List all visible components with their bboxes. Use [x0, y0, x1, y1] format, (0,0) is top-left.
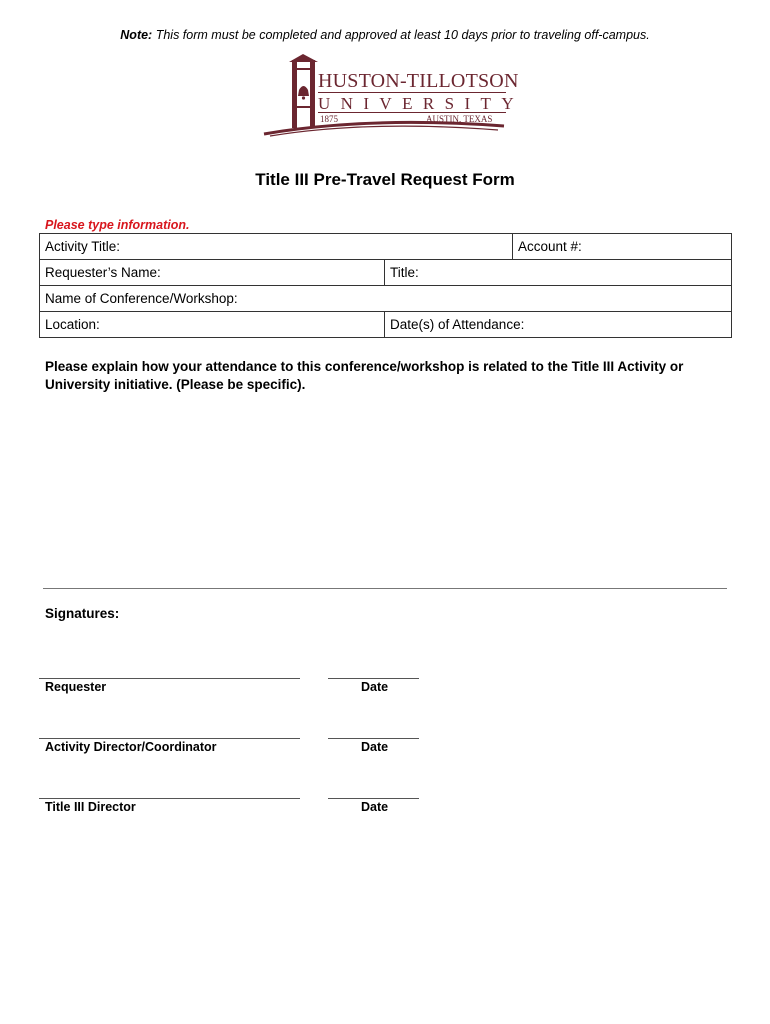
explanation-divider: [43, 588, 727, 589]
request-info-table: [39, 233, 732, 338]
requester-signature-line[interactable]: [39, 678, 300, 679]
director-date-label: Date: [361, 740, 389, 754]
requester-name-field[interactable]: [40, 260, 385, 286]
explain-prompt: Please explain how your attendance to this conference/workshop is related to the Title III Activity or University initiative. (Please be specific).: [45, 359, 684, 392]
director-date-line[interactable]: [328, 738, 419, 739]
note-text: This form must be completed and approved at least 10 days prior to traveling off-campus.: [155, 28, 650, 42]
title-field[interactable]: [385, 260, 732, 286]
title3-director-signature-line[interactable]: [39, 798, 300, 799]
form-title: Title III Pre-Travel Request Form: [255, 170, 515, 189]
account-number-label: Account #:: [518, 239, 582, 254]
conference-name-label: Name of Conference/Workshop:: [45, 291, 238, 306]
instruction-text: Please type information.: [45, 218, 190, 232]
activity-title-label: Activity Title:: [45, 239, 121, 254]
explanation-area[interactable]: [43, 400, 727, 584]
conference-name-field[interactable]: [40, 286, 732, 312]
requester-name-label: Requester’s Name:: [45, 265, 161, 280]
title-label: Title:: [390, 265, 419, 280]
logo-line-1: HUSTON-TILLOTSON: [318, 70, 519, 92]
director-signature-line[interactable]: [39, 738, 300, 739]
dates-label: Date(s) of Attendance:: [390, 317, 525, 332]
title3-date-line[interactable]: [328, 798, 419, 799]
logo-year: 1875: [320, 114, 338, 124]
requester-date-line[interactable]: [328, 678, 419, 679]
account-number-field[interactable]: [513, 234, 732, 260]
activity-title-field[interactable]: [40, 234, 513, 260]
location-field[interactable]: [40, 312, 385, 338]
dates-field[interactable]: [385, 312, 732, 338]
note-prefix: Note:: [120, 28, 153, 42]
university-logo: [258, 54, 524, 140]
title3-date-label: Date: [361, 800, 389, 814]
requester-date-label: Date: [361, 680, 389, 694]
travel-note: [0, 28, 770, 42]
title3-director-label: Title III Director: [45, 800, 136, 814]
logo-location: AUSTIN, TEXAS: [426, 114, 493, 124]
logo-line-2: UNIVERSITY: [318, 94, 524, 113]
signatures-heading: Signatures:: [45, 606, 120, 621]
requester-label: Requester: [45, 680, 107, 694]
activity-director-label: Activity Director/Coordinator: [45, 740, 217, 754]
location-label: Location:: [45, 317, 100, 332]
